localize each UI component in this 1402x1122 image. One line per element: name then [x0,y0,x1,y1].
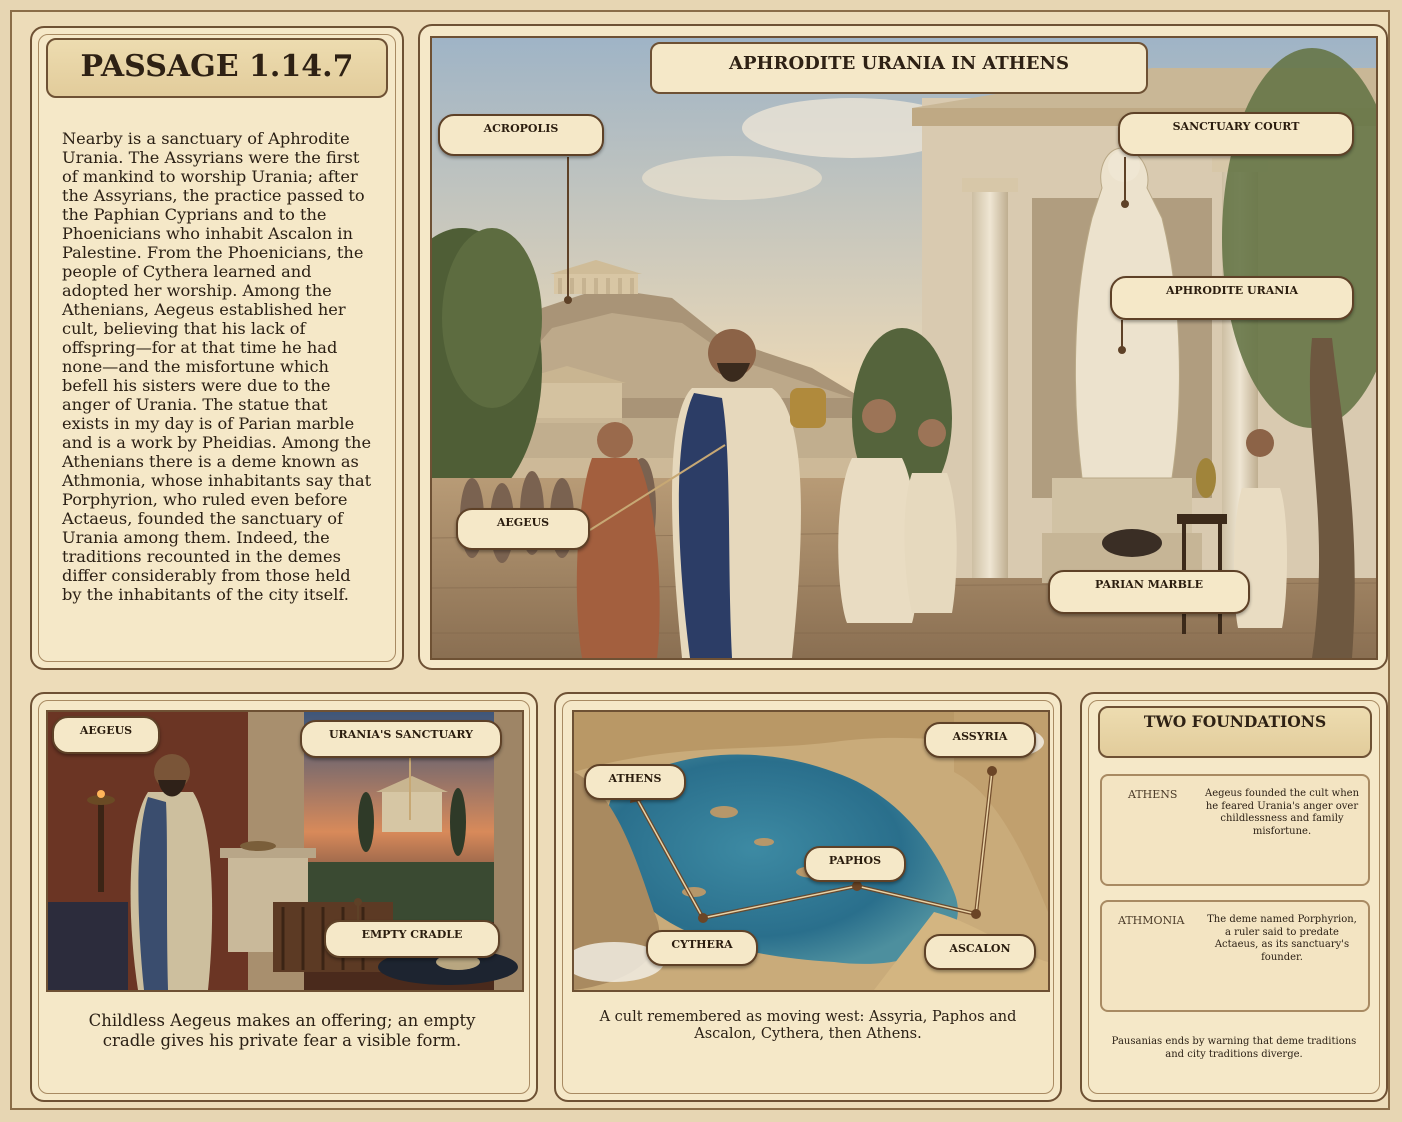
map-caption: A cult remembered as moving west: Assyria, Paphos and Ascalon, Cythera, then Athens. [599,1009,1017,1042]
foundation-key-athens: ATHENS [1128,788,1178,801]
passage-title: PASSAGE 1.14.7 [46,38,388,98]
foundation-key-athmonia: ATHMONIA [1118,914,1185,927]
foundations-note: Pausanias ends by warning that deme traditions and city traditions diverge. [1111,1036,1357,1060]
label-uranias-sanctuary: URANIA'S SANCTUARY [300,720,502,758]
label-sanctuary-court: SANCTUARY COURT [1118,112,1354,156]
foundation-card-athmonia [1100,900,1370,1012]
map-label-cythera: CYTHERA [646,930,758,966]
foundation-text-athmonia: The deme named Porphyrion, a ruler said to predate Actaeus, as its sanctuary's founder. [1207,914,1357,963]
main-scene-title: APHRODITE URANIA IN ATHENS [650,42,1148,94]
label-acropolis: ACROPOLIS [438,114,604,156]
map-label-athens: ATHENS [584,764,686,800]
foundations-panel-border [1088,700,1380,1094]
map-label-paphos: PAPHOS [804,846,906,882]
map-label-assyria: ASSYRIA [924,722,1036,758]
foundations-title: TWO FOUNDATIONS [1098,706,1372,758]
map-label-ascalon: ASCALON [924,934,1036,970]
label-aphrodite-urania: APHRODITE URANIA [1110,276,1354,320]
label-parian-marble: PARIAN MARBLE [1048,570,1250,614]
label-empty-cradle: EMPTY CRADLE [324,920,500,958]
foundation-text-athens: Aegeus founded the cult when he feared Urania's anger over childlessness and family misfortune. [1204,788,1360,837]
aegeus-caption: Childless Aegeus makes an offering; an empty cradle gives his private fear a visible form. [88,1011,476,1050]
label-aegeus-small: AEGEUS [52,716,160,754]
foundation-card-athens [1100,774,1370,886]
label-aegeus: AEGEUS [456,508,590,550]
passage-text: Nearby is a sanctuary of Aphrodite Urania. The Assyrians were the first of mankind to worship Urania; after the Assyrians, the practice passed to the Paphian Cyprians and to the Phoenicians who inhabit Ascalon in Palestine. From the Phoenicians, the people of Cythera learned and adopted her worship. Among the Athenians, Aegeus established her cult, believing that his lack of offspring—for at that time he had none—and the misfortune which befell his sisters were due to the anger of Urania. The statue that exists in my day is of Parian marble and is a work by Pheidias. Among the Athenians there is a deme known as Athmonia, whose inhabitants say that Porphyrion, who ruled even before Actaeus, founded the sanctuary of Urania among them. Indeed, the traditions recounted in the demes differ considerably from those held by the inhabitants of the city itself. [62,129,372,604]
